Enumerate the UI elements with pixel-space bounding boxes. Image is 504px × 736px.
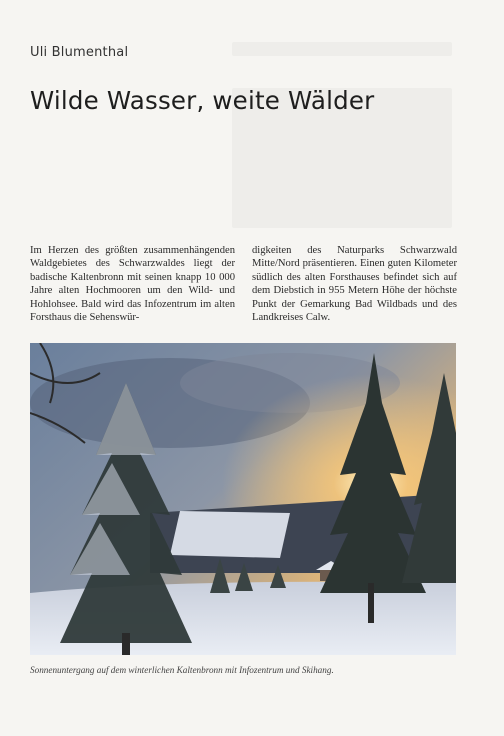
show-through-block (232, 42, 452, 56)
body-column-left: Im Herzen des größten zusammenhängenden Waldgebietes des Schwarzwaldes liegt der badische Kaltenbronn mit seinen knapp 10 000 Jahre alten Hochmooren um den Wild- und Hohlohsee. Bald wird das Infozentrum im alten Forsthaus die Sehenswür- (30, 245, 235, 324)
photo-caption: Sonnenuntergang auf dem winterlichen Kaltenbronn mit Infozentrum und Skihang. (30, 665, 334, 675)
author-name: Uli Blumenthal (30, 45, 129, 60)
body-column-right: digkeiten des Naturparks Schwarzwald Mitte/Nord präsentieren. Einen guten Kilometer südlich des alten Forsthauses befindet sich auf dem Diebstich in 955 Metern Höhe der höchste Punkt der Gemarkung Bad Wildbads und des Landkreises Calw. (252, 245, 457, 324)
article-title: Wilde Wasser, weite Wälder (30, 86, 375, 115)
winter-sunset-photo (30, 343, 456, 655)
